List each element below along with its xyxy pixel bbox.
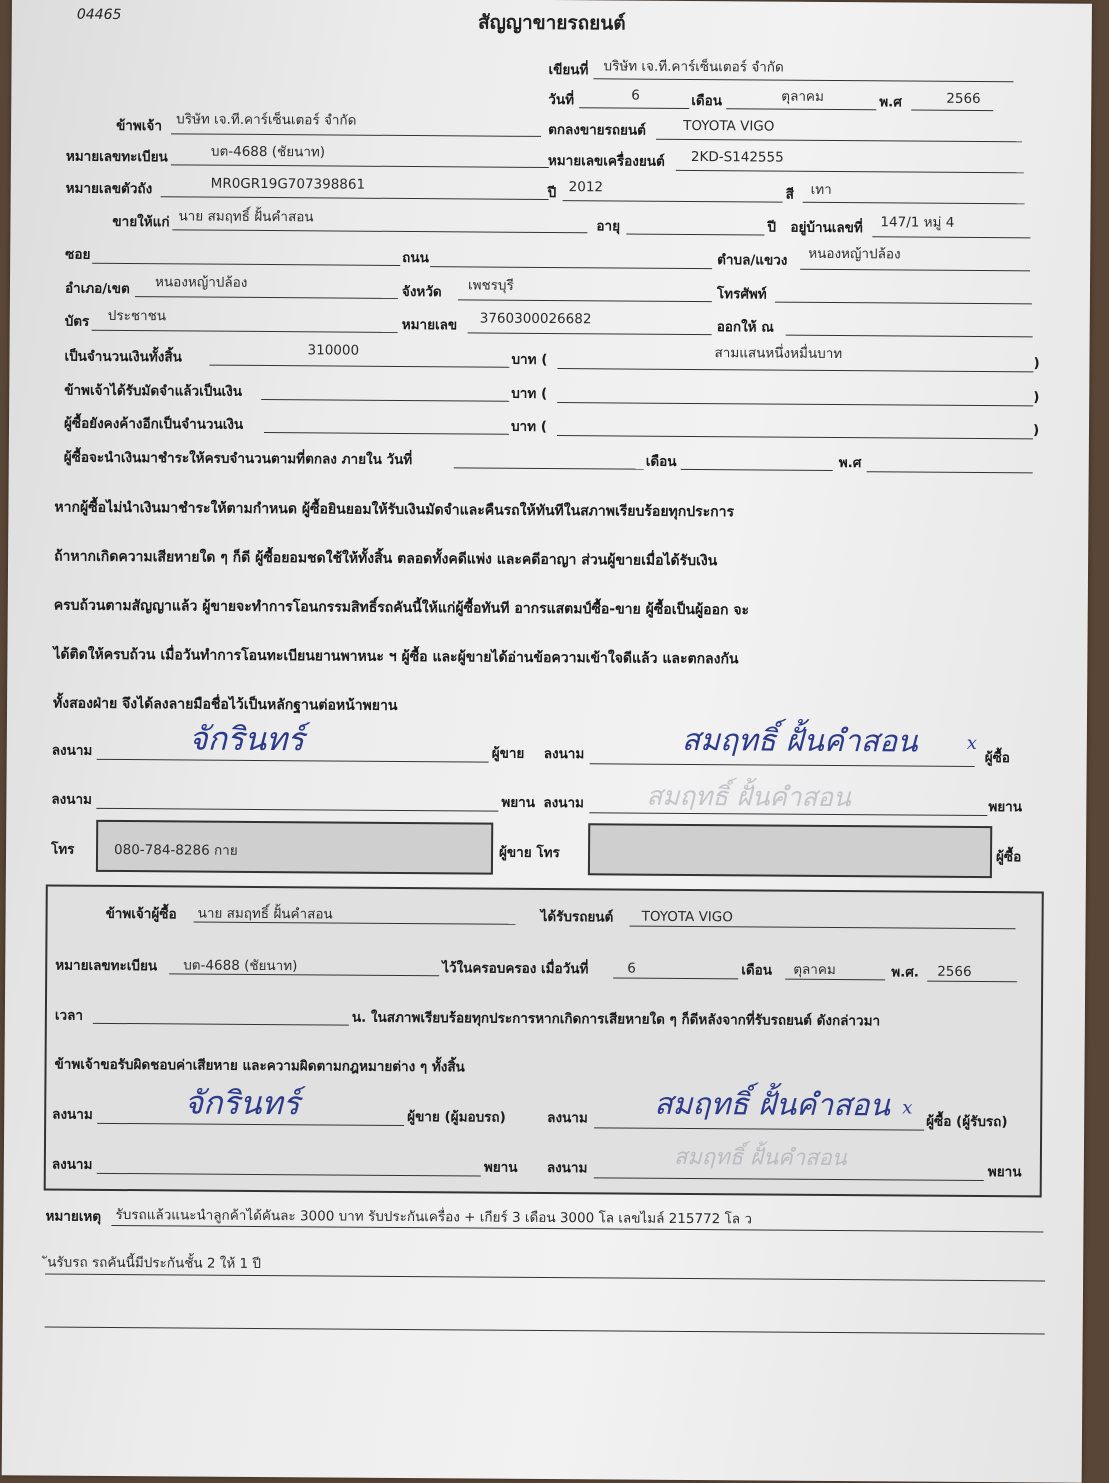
receipt-witness2-role: พยาน bbox=[987, 1164, 1022, 1181]
card-no-value: 3760300026682 bbox=[479, 310, 592, 328]
address-label: อยู่บ้านเลขที่ bbox=[790, 219, 863, 237]
receipt-year-label: พ.ศ. bbox=[891, 964, 920, 981]
phone-line bbox=[775, 302, 1032, 305]
day-line bbox=[579, 107, 689, 109]
age-label: อายุ bbox=[596, 218, 621, 235]
seller-line bbox=[171, 133, 541, 137]
buyer-phone-role: ผู้ซื้อ bbox=[995, 849, 1022, 866]
written-at-value: บริษัท เจ.ที.คาร์เซ็นเตอร์ จำกัด bbox=[603, 58, 784, 76]
road-label: ถนน bbox=[402, 249, 429, 267]
card-line bbox=[92, 330, 398, 333]
subdistrict-value: หนองหญ้าปล้อง bbox=[808, 245, 901, 263]
date-label: วันที่ bbox=[548, 91, 575, 109]
receipt-buyer-role: ผู้ซื้อ (ผู้รับรถ) bbox=[926, 1113, 1008, 1131]
close-paren-1: ) bbox=[1033, 355, 1040, 372]
seller-phone: 080-784-8286 กาย bbox=[113, 841, 238, 859]
month-line bbox=[726, 108, 876, 110]
year-line bbox=[911, 110, 993, 112]
model-label: ตกลงขายรถยนต์ bbox=[548, 121, 647, 139]
receipt-seller-role: ผู้ขาย (ผู้มอบรถ) bbox=[407, 1109, 506, 1126]
written-at-line bbox=[593, 78, 1013, 82]
age-unit: ปี bbox=[767, 219, 777, 236]
seller-name: บริษัท เจ.ที.คาร์เซ็นเตอร์ จำกัด bbox=[176, 111, 357, 129]
plate-label: หมายเลขทะเบียน bbox=[65, 148, 168, 166]
document-number: 04465 bbox=[76, 6, 122, 23]
due-label: ผู้ซื้อจะนำเงินมาชำระให้ครบจำนวนตามที่ตกลง ภายใน วันที่ bbox=[63, 449, 413, 469]
receipt-x-mark: x bbox=[902, 1097, 913, 1119]
witness1-sign-line bbox=[96, 808, 498, 812]
month-value: ตุลาคม bbox=[781, 88, 824, 105]
color-value: เทา bbox=[810, 181, 832, 198]
terms-line-3: ครบถ้วนตามสัญญาแล้ว ผู้ขายจะทำการโอนกรรมสิทธิ์รถคันนี้ให้แก่ผู้ซื้อทันที อากรแสตมป์ซื้อ-ขาย ผู้ซื้อเป็นผู้ออก จะ bbox=[53, 597, 750, 619]
buyer-label: ขายให้แก่ bbox=[112, 213, 170, 231]
receipt-buyer-name: นาย สมฤทธิ์ ฝั้นคำสอน bbox=[197, 905, 333, 923]
total-words: สามแสนหนึ่งหมื่นบาท bbox=[714, 345, 843, 363]
due-year-line bbox=[867, 471, 1033, 473]
due-year-label: พ.ศ bbox=[838, 455, 862, 472]
total-words-line bbox=[557, 368, 1033, 372]
remaining-label: ผู้ซื้อยังคงค้างอีกเป็นจำนวนเงิน bbox=[63, 415, 244, 433]
due-month-label: เดือน bbox=[645, 453, 677, 470]
issued-line bbox=[786, 335, 1033, 338]
chassis-value: MR0GR19G707398861 bbox=[210, 175, 366, 193]
chassis-line bbox=[161, 196, 549, 200]
witness1-role: พยาน bbox=[501, 794, 536, 811]
time-label: เวลา bbox=[54, 1007, 84, 1024]
buyer-line bbox=[172, 229, 587, 233]
deposit-label: ข้าพเจ้าได้รับมัดจำแล้วเป็นเงิน bbox=[64, 382, 243, 400]
receipt-month-label: เดือน bbox=[741, 962, 773, 979]
plate-line bbox=[171, 164, 549, 168]
receipt-witness-ghost-signature: สมฤทธิ์ ฝั้นคำสอน bbox=[673, 1144, 847, 1172]
address-value: 147/1 หมู่ 4 bbox=[880, 214, 955, 231]
total-line bbox=[209, 365, 509, 368]
receipt-seller-signature: จักรินทร์ bbox=[184, 1083, 300, 1123]
buyer-phone-box bbox=[588, 823, 992, 878]
soi-line bbox=[92, 263, 400, 266]
buyer-role: ผู้ซื้อ bbox=[984, 750, 1010, 767]
baht-open-2: บาท ( bbox=[511, 385, 548, 402]
baht-open-3: บาท ( bbox=[510, 418, 547, 435]
remarks-line-2-rule bbox=[45, 1273, 1045, 1281]
remaining-line bbox=[264, 432, 509, 435]
receipt-witness1-role: พยาน bbox=[483, 1159, 518, 1176]
receipt-witness1-label: ลงนาม bbox=[51, 1156, 93, 1173]
engine-line bbox=[676, 170, 1024, 173]
age-line bbox=[626, 234, 764, 236]
plate-value: บต-4688 (ชัยนาท) bbox=[210, 143, 326, 161]
remarks-line-1: รับรถแล้วแนะนำลูกค้าได้คันละ 3000 บาท รับประกันเครื่อง + เกียร์ 3 เดือน 3000 โล เลขไมล์ 215772 โล ว bbox=[115, 1206, 752, 1228]
province-value: เพชรบุรี bbox=[467, 277, 514, 294]
phone-label: โทรศัพท์ bbox=[716, 286, 767, 303]
card-label: บัตร bbox=[64, 313, 90, 330]
subdistrict-line bbox=[800, 269, 1030, 272]
receipt-plate: บต-4688 (ชัยนาท) bbox=[183, 957, 298, 975]
card-no-line bbox=[468, 332, 712, 335]
due-day-line bbox=[454, 467, 644, 469]
receipt-buyer-sign-label: ลงนาม bbox=[547, 1109, 588, 1127]
province-label: จังหวัด bbox=[401, 283, 442, 301]
district-value: หนองหญ้าปล้อง bbox=[154, 274, 248, 291]
seller-role: ผู้ขาย bbox=[491, 745, 525, 762]
card-value: ประชาชน bbox=[107, 307, 167, 325]
buyer-signature: สมฤทธิ์ ฝั้นคำสอน bbox=[681, 722, 918, 760]
chassis-label: หมายเลขตัวถัง bbox=[65, 180, 153, 198]
witness-ghost-signature: สมฤทธิ์ ฝั้นคำสอน bbox=[646, 781, 851, 814]
road-line bbox=[430, 266, 712, 269]
color-label: สี bbox=[785, 186, 794, 203]
received-car-model: TOYOTA VIGO bbox=[641, 908, 733, 926]
engine-label: หมายเลขเครื่องยนต์ bbox=[547, 152, 665, 170]
seller-signature: จักรินทร์ bbox=[188, 719, 305, 759]
witness1-sign-label: ลงนาม bbox=[51, 791, 93, 808]
deposit-line bbox=[261, 399, 509, 402]
model-line bbox=[656, 139, 1022, 143]
remaining-words-line bbox=[557, 435, 1033, 439]
responsibility-text: ข้าพเจ้าขอรับผิดชอบค่าเสียหาย และความผิดตามกฎหมายต่าง ๆ ทั้งสิ้น bbox=[54, 1056, 465, 1076]
terms-line-5: ทั้งสองฝ่าย จึงได้ลงลายมือชื่อไว้เป็นหลักฐานต่อหน้าพยาน bbox=[53, 695, 398, 714]
terms-line-2: ถ้าหากเกิดความเสียหายใด ๆ ก็ดี ผู้ซื้อยอมชดใช้ให้ทั้งสิ้น ตลอดทั้งคดีแพ่ง และคดีอาญา ส่วนผู้ขายเมื่อได้รับเงิน bbox=[54, 548, 718, 570]
receipt-section bbox=[44, 884, 1044, 1197]
remarks-line-2: ันรับรถ รถคันนี้มีประกันชั้น 2 ให้ 1 ปี bbox=[47, 1254, 262, 1272]
written-at-label: เขียนที่ bbox=[548, 61, 589, 79]
receipt-buyer-signature: สมฤทธิ์ ฝั้นคำสอน bbox=[654, 1086, 891, 1124]
receipt-witness2-label: ลงนาม bbox=[546, 1159, 588, 1177]
seller-phone-role: ผู้ขาย โทร bbox=[498, 844, 560, 862]
seller-phone-label: โทร bbox=[51, 841, 75, 858]
deposit-words-line bbox=[557, 402, 1033, 406]
possess-label: ไว้ในครอบครอง เมื่อวันที่ bbox=[442, 960, 589, 978]
document-title: สัญญาขายรถยนต์ bbox=[477, 11, 626, 35]
car-year-value: 2012 bbox=[568, 179, 604, 196]
car-year-line bbox=[563, 200, 783, 203]
remarks-line-3-rule bbox=[45, 1326, 1045, 1334]
terms-line-4: ได้ติดให้ครบถ้วน เมื่อวันทำการโอนทะเบียนยานพาหนะ ฯ ผู้ซื้อ และผู้ขายได้อ่านข้อความเข้าใจดีแล้ว และตกลงกัน bbox=[53, 646, 739, 668]
baht-open-1: บาท ( bbox=[511, 351, 548, 368]
day-value: 6 bbox=[631, 87, 640, 104]
engine-value: 2KD-S142555 bbox=[690, 148, 784, 166]
remarks-label: หมายเหตุ bbox=[45, 1208, 102, 1225]
receipt-day: 6 bbox=[627, 960, 636, 977]
buyer-name: นาย สมฤทธิ์ ฝั้นคำสอน bbox=[178, 208, 314, 226]
district-line bbox=[135, 296, 398, 299]
receipt-month: ตุลาคม bbox=[793, 961, 836, 979]
receipt-seller-sign-label: ลงนาม bbox=[52, 1106, 93, 1123]
receipt-plate-label: หมายเลขทะเบียน bbox=[55, 957, 158, 975]
soi-label: ซอย bbox=[65, 246, 91, 263]
district-label: อำเภอ/เขต bbox=[64, 280, 130, 298]
close-paren-3: ) bbox=[1032, 422, 1040, 439]
address-line bbox=[872, 236, 1030, 238]
seller-label: ข้าพเจ้า bbox=[116, 117, 162, 135]
witness2-sign-label: ลงนาม bbox=[543, 794, 585, 812]
car-year-label: ปี bbox=[547, 184, 557, 202]
seller-sign-label: ลงนาม bbox=[51, 742, 93, 759]
terms-line-1: หากผู้ซื้อไม่นำเงินมาชำระให้ตามกำหนด ผู้ซื้อยินยอมให้รับเงินมัดจำและคืนรถให้ทันทีในสภาพเรียบร้อยทุกประการ bbox=[54, 499, 735, 521]
received-label: ได้รับรถยนต์ bbox=[540, 908, 614, 926]
due-month-line bbox=[681, 469, 833, 471]
model-value: TOYOTA VIGO bbox=[683, 117, 775, 135]
close-paren-2: ) bbox=[1033, 389, 1040, 406]
year-label: พ.ศ bbox=[879, 94, 902, 111]
total-value: 310000 bbox=[307, 342, 360, 359]
condition-text: น. ในสภาพเรียบร้อยทุกประการหากเกิดการเสียหายใด ๆ ก็ดีหลังจากที่รับรถยนต์ ดังกล่าวมา bbox=[351, 1009, 881, 1030]
color-line bbox=[803, 202, 1025, 205]
month-label: เดือน bbox=[691, 92, 723, 110]
province-line bbox=[458, 299, 712, 302]
contract-paper bbox=[2, 0, 1092, 1483]
x-mark: x bbox=[966, 732, 978, 754]
card-no-label: หมายเลข bbox=[401, 316, 458, 334]
witness2-role: พยาน bbox=[988, 799, 1023, 816]
receipt-buyer-label: ข้าพเจ้าผู้ซื้อ bbox=[105, 905, 177, 923]
issued-label: ออกให้ ณ bbox=[716, 319, 774, 336]
buyer-sign-label: ลงนาม bbox=[543, 745, 585, 763]
receipt-year: 2566 bbox=[937, 963, 972, 980]
total-label: เป็นจำนวนเงินทั้งสิ้น bbox=[64, 348, 182, 366]
subdistrict-label: ตำบล/แขวง bbox=[717, 252, 788, 269]
year-value: 2566 bbox=[946, 90, 981, 107]
